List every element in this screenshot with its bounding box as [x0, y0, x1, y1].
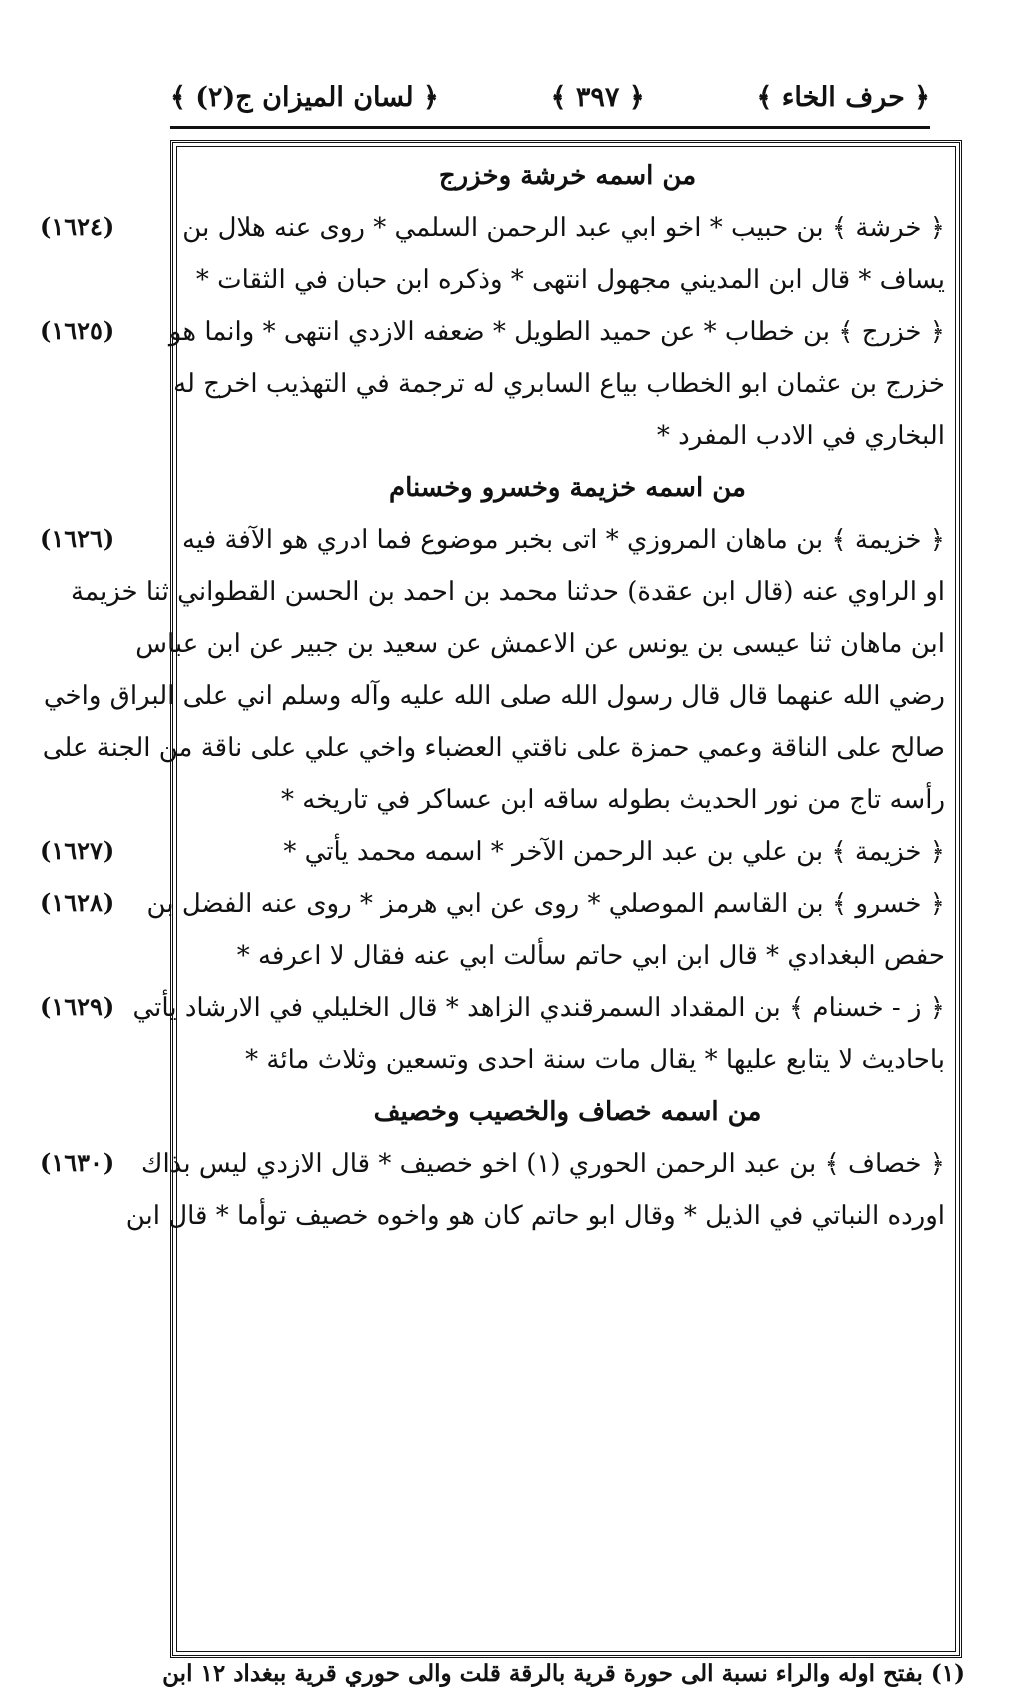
text-line: اورده النباتي في الذيل * وقال ابو حاتم كان هو واخوه خصيف توأما * قال ابن — [125, 1201, 945, 1231]
text-line: ﴿ خزرج ﴾ بن خطاب * عن حميد الطويل * ضعفه الازدي انتهى * وانما هو — [168, 317, 945, 347]
chapter-title: ﴿ حرف الخاء ﴾ — [756, 81, 930, 113]
text-line: يساف * قال ابن المديني مجهول انتهى * وذكره ابن حبان في الثقات * — [195, 265, 945, 295]
footnote: (١) بفتح اوله والراء نسبة الى حورة قرية بالرقة قلت والى حوري قرية ببغداد ١٢ ابن — [162, 1660, 965, 1687]
text-line: خزرج بن عثمان ابو الخطاب بياع السابري له ترجمة في التهذيب اخرج له — [173, 369, 945, 399]
section-heading: من اسمه خصاف والخصيب وخصيف — [373, 1097, 762, 1127]
text-line: ﴿ ز - خسنام ﴾ بن المقداد السمرقندي الزاهد * قال الخليلي في الارشاد يأتي — [132, 993, 945, 1023]
entry-number: (١٦٢٨) — [40, 888, 115, 917]
book-title: ﴿ لسان الميزان ج(٢) ﴾ — [170, 81, 439, 113]
text-line: ﴿ خزيمة ﴾ بن علي بن عبد الرحمن الآخر * اسمه محمد يأتي * — [283, 837, 945, 867]
entry-number: (١٦٢٤) — [40, 212, 115, 241]
entry-number: (١٦٣٠) — [40, 1148, 115, 1177]
text-line: ﴿ خزيمة ﴾ بن ماهان المروزي * اتى بخبر موضوع فما ادري هو الآفة فيه — [182, 525, 945, 555]
text-line: ﴿ خسرو ﴾ بن القاسم الموصلي * روى عن ابي هرمز * روى عنه الفضل بن — [146, 889, 945, 919]
header-rule — [170, 126, 930, 129]
entry-number: (١٦٢٥) — [40, 316, 115, 345]
text-line: باحاديث لا يتابع عليها * يقال مات سنة احدى وتسعين وثلاث مائة * — [245, 1045, 945, 1075]
entry-number: (١٦٢٧) — [40, 836, 115, 865]
text-line: البخاري في الادب المفرد * — [656, 421, 945, 451]
text-line: ﴿ خرشة ﴾ بن حبيب * اخو ابي عبد الرحمن السلمي * روى عنه هلال بن — [182, 213, 945, 243]
text-line: حفص البغدادي * قال ابن ابي حاتم سألت ابي عنه فقال لا اعرفه * — [236, 941, 945, 971]
page-number: ﴿ ٣٩٧ ﴾ — [550, 81, 645, 113]
text-line: او الراوي عنه (قال ابن عقدة) حدثنا محمد بن احمد بن الحسن القطواني ثنا خزيمة — [71, 577, 945, 607]
running-header — [170, 72, 930, 122]
entry-number: (١٦٢٩) — [40, 992, 115, 1021]
entry-number: (١٦٢٦) — [40, 524, 115, 553]
text-line: صالح على الناقة وعمي حمزة على ناقتي العضباء واخي علي على ناقة من الجنة على — [42, 733, 945, 763]
section-heading: من اسمه خزيمة وخسرو وخسنام — [389, 473, 746, 503]
text-line: رأسه تاج من نور الحديث بطوله ساقه ابن عساكر في تاريخه * — [281, 785, 945, 815]
text-line: رضي الله عنهما قال قال رسول الله صلى الله عليه وآله وسلم اني على البراق واخي — [43, 681, 945, 711]
text-line: ابن ماهان ثنا عيسى بن يونس عن الاعمش عن سعيد بن جبير عن ابن عباس — [135, 629, 945, 659]
section-heading: من اسمه خرشة وخزرج — [438, 161, 697, 191]
text-line: ﴿ خصاف ﴾ بن عبد الرحمن الحوري (١) اخو خصيف * قال الازدي ليس بذاك — [141, 1149, 945, 1179]
